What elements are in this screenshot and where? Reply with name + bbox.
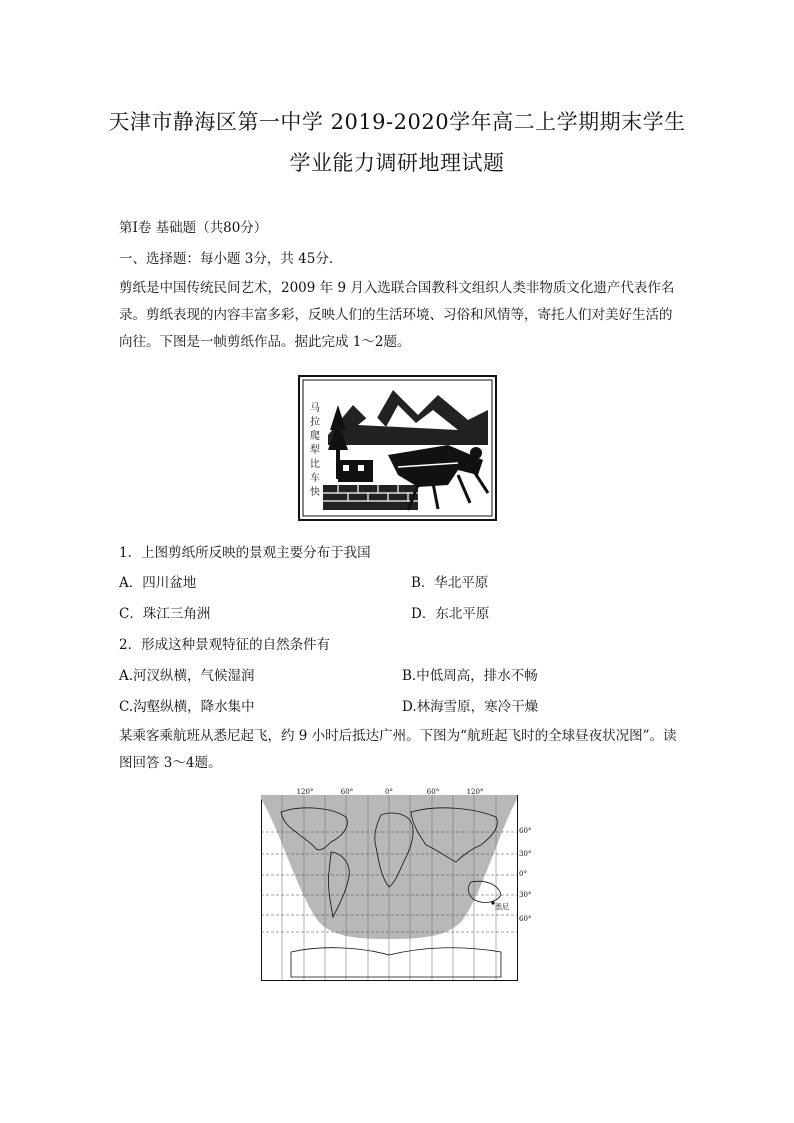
q1-option-b: B．华北平原 — [411, 575, 489, 591]
passage-flight: 某乘客乘航班从悉尼起飞，约 9 小时后抵达广州。下图为“航班起飞时的全球昼夜状况图”。读图回答 3～4题。 — [119, 728, 677, 771]
map-city-label: 悉尼 — [495, 903, 509, 911]
papercut-caption-char: 马 — [310, 403, 320, 414]
page-title-line2: 学业能力调研地理试题 — [289, 151, 505, 175]
q1-stem: 1．上图剪纸所反映的景观主要分布于我国 — [119, 545, 371, 561]
map-top-label: 120° — [296, 788, 314, 796]
papercut-image — [298, 375, 497, 521]
map-top-label: 60° — [340, 788, 354, 796]
map-right-label: 30° — [519, 850, 532, 858]
papercut-caption-char: 车 — [310, 473, 320, 484]
map-top-label: 60° — [426, 788, 440, 796]
map-right-label: 60° — [519, 915, 532, 923]
q2-option-d: D.林海雪原，寒冷干燥 — [402, 699, 539, 715]
volume-heading: 第Ⅰ卷 基础题（共80分） — [119, 220, 268, 236]
q2-option-b: B.中低周高，排水不畅 — [402, 668, 538, 684]
q2-option-a: A.河汊纵横，气候湿润 — [119, 668, 255, 684]
part-heading: 一、选择题：每小题 3分，共 45分. — [119, 251, 334, 267]
papercut-caption-char: 爬 — [310, 431, 320, 442]
map-top-label: 0° — [385, 788, 393, 796]
q2-option-c: C.沟壑纵横，降水集中 — [119, 699, 255, 715]
q1-option-c: C．珠江三角洲 — [119, 606, 211, 622]
map-right-label: 0° — [519, 870, 527, 878]
papercut-caption-char: 比 — [310, 459, 320, 470]
passage-papercut: 剪纸是中国传统民间艺术，2009 年 9 月入选联合国教科文组织人类非物质文化遗产代表作名录。剪纸表现的内容丰富多彩，反映人们的生活环境、习俗和风情等，寄托人们对美好生活的向往。下图是一帧剪纸作品。据此完成 1～2题。 — [119, 280, 675, 350]
papercut-caption-char: 犁 — [310, 445, 320, 456]
world-day-night-map — [261, 787, 536, 981]
q1-option-a: A．四川盆地 — [119, 575, 197, 591]
q1-option-d: D．东北平原 — [411, 606, 490, 622]
q2-stem: 2．形成这种景观特征的自然条件有 — [119, 637, 331, 653]
map-right-label: 30° — [519, 891, 532, 899]
papercut-caption-char: 拉 — [310, 417, 320, 428]
papercut-caption-char: 快 — [310, 487, 320, 498]
page-title-line1: 天津市静海区第一中学 2019-2020学年高二上学期期末学生 — [108, 110, 686, 134]
map-top-label: 120° — [466, 788, 484, 796]
map-right-label: 60° — [519, 827, 532, 835]
